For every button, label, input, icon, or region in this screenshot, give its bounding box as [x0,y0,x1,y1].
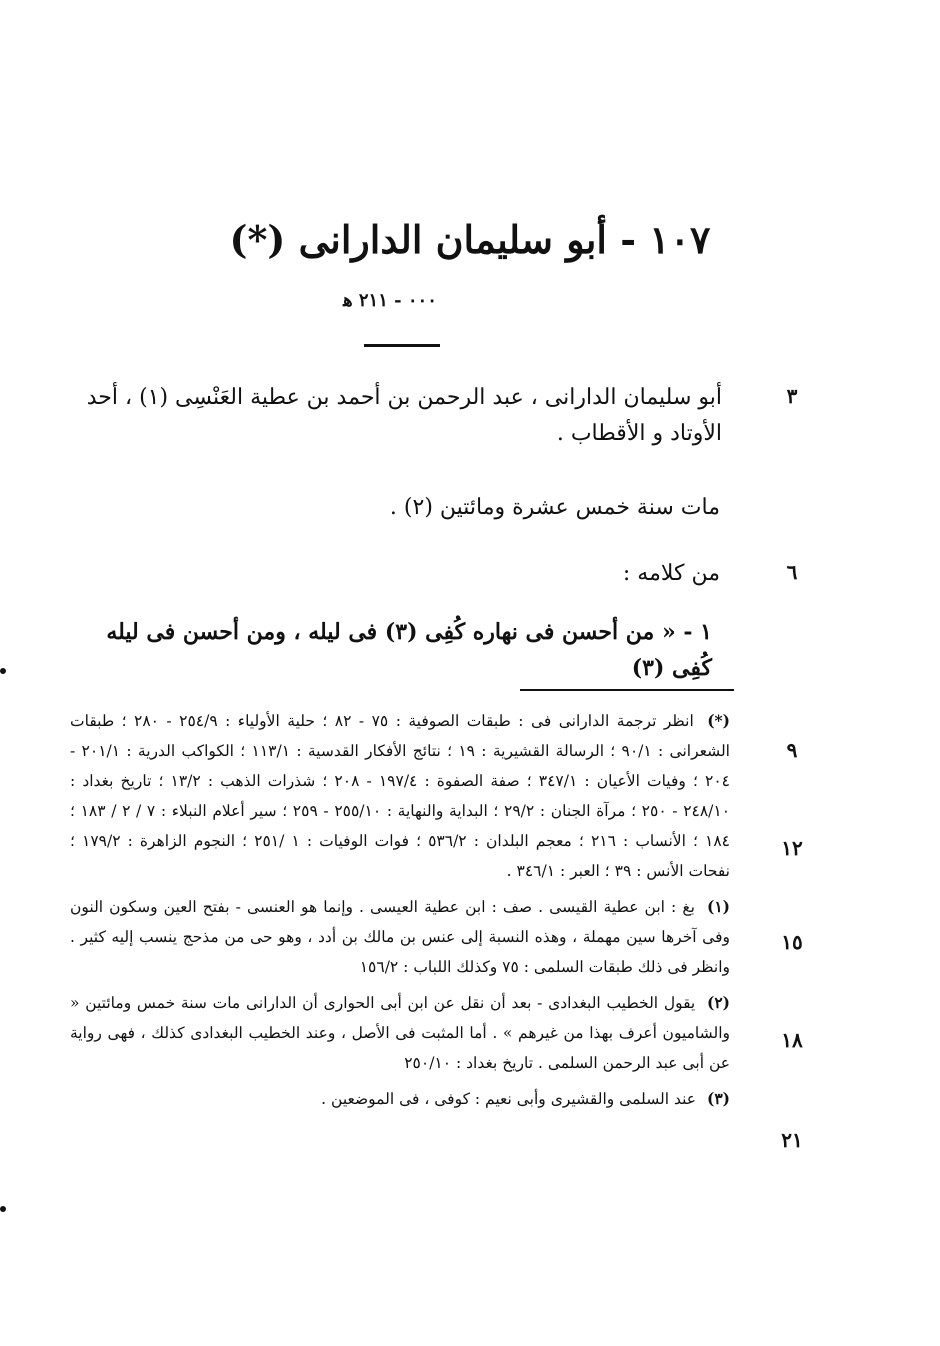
scan-mark [0,668,6,674]
title-divider [364,344,440,347]
footnote-sources [70,706,730,886]
footnotes-block [70,706,730,1120]
paragraph-saying-1: ١ - « من أحسن فى نهاره كُفِى (٣) فى ليله ، ومن أحسن فى ليله كُفِى (٣) [106,619,712,681]
footnote-3 [70,1084,730,1114]
line-number: ٢١ [781,1128,803,1152]
paragraph-biography: أبو سليمان الدارانى ، عبد الرحمن بن أحمد بن عطية العَنْسِى (١) ، أحد الأوتاد و الأقطاب . [86,385,722,446]
paragraph-sayings-heading: من كلامه : [622,561,720,586]
footnote-text: بغ : ابن عطية القيسى . صف : ابن عطية العيسى . وإنما هو العنسى - بفتح العين وسكون النون وفى آخرها سين مهملة ، وهذه النسبة إلى عنس بن مالك بن أدد ، وهو حى من مذحج ينسب إليه كثير . وانظر فى ذلك طبقات السلمى : ٧٥ وكذلك اللباب : ١٥٦/٢ [70,898,730,976]
footnote-mark: (٢) [706,993,730,1012]
footnote-mark: (*) [707,711,730,730]
line-number: ١٢ [781,836,803,860]
line-number: ٣ [786,384,798,408]
entry-dates: ٠٠٠ - ٢١١ ﻫ [343,290,437,311]
paragraph-death: مات سنة خمس عشرة ومائتين (٢) . [389,495,720,520]
footnote-text: انظر ترجمة الدارانى فى : طبقات الصوفية : ٧٥ - ٨٢ ؛ حلية الأولياء : ٢٥٤/٩ - ٢٨٠ ؛ طبقات الشعرانى : ٩٠/١ ؛ الرسالة القشيرية : ١٩ ؛ نتائج الأفكار القدسية : ١١٣/١ ؛ الكواكب الدرية : ٢٠١/١ - ٢٠٤ ؛ وفيات الأعيان : ٣٤٧/١ ؛ صفة الصفوة : ١٩٧/٤ - ٢٠٨ ؛ شذرات الذهب : ١٣/٢ ؛ تاريخ بغداد : ٢٤٨/١٠ - ٢٥٠ ؛ مرآة الجنان : ٢٩/٢ ؛ البداية والنهاية : ٢٥٥/١٠ - ٢٥٩ ؛ سير أعلام النبلاء : ٧ / ٢ / ١٨٣ ؛ ١٨٤ ؛ الأنساب : ٢١٦ ؛ معجم البلدان : ٥٣٦/٢ ؛ فوات الوفيات : ١ /٢٥١ ؛ النجوم الزاهرة : ١٧٩/٢ ؛ نفحات الأنس : ٣٩ ؛ العبر : ٣٤٦/١ . [70,712,731,880]
line-number: ٦ [786,560,798,584]
line-number: ٩ [786,738,798,762]
line-number: ١٨ [781,1028,803,1052]
footnote-mark: (١) [706,897,730,916]
footnote-text: عند السلمى والقشيرى وأبى نعيم : كوفى ، فى الموضعين . [321,1090,697,1108]
footnote-2 [70,988,730,1078]
footnote-divider [520,689,734,691]
entry-title: ١٠٧ - أبو سليمان الدارانى (*) [229,217,711,262]
footnote-text: يقول الخطيب البغدادى - بعد أن نقل عن ابن أبى الحوارى أن الدارانى مات سنة خمس ومائتين « والشاميون أعرف بهذا من غيرهم » . أما المثبت فى الأصل ، وعند الخطيب البغدادى كذلك ، فهى رواية عن أبى عبد الرحمن السلمى . تاريخ بغداد : ٢٥٠/١٠ [70,994,730,1072]
line-number: ١٥ [781,930,803,954]
scan-mark [0,1206,6,1212]
footnote-mark: (٣) [706,1089,730,1108]
footnote-1 [70,892,730,982]
